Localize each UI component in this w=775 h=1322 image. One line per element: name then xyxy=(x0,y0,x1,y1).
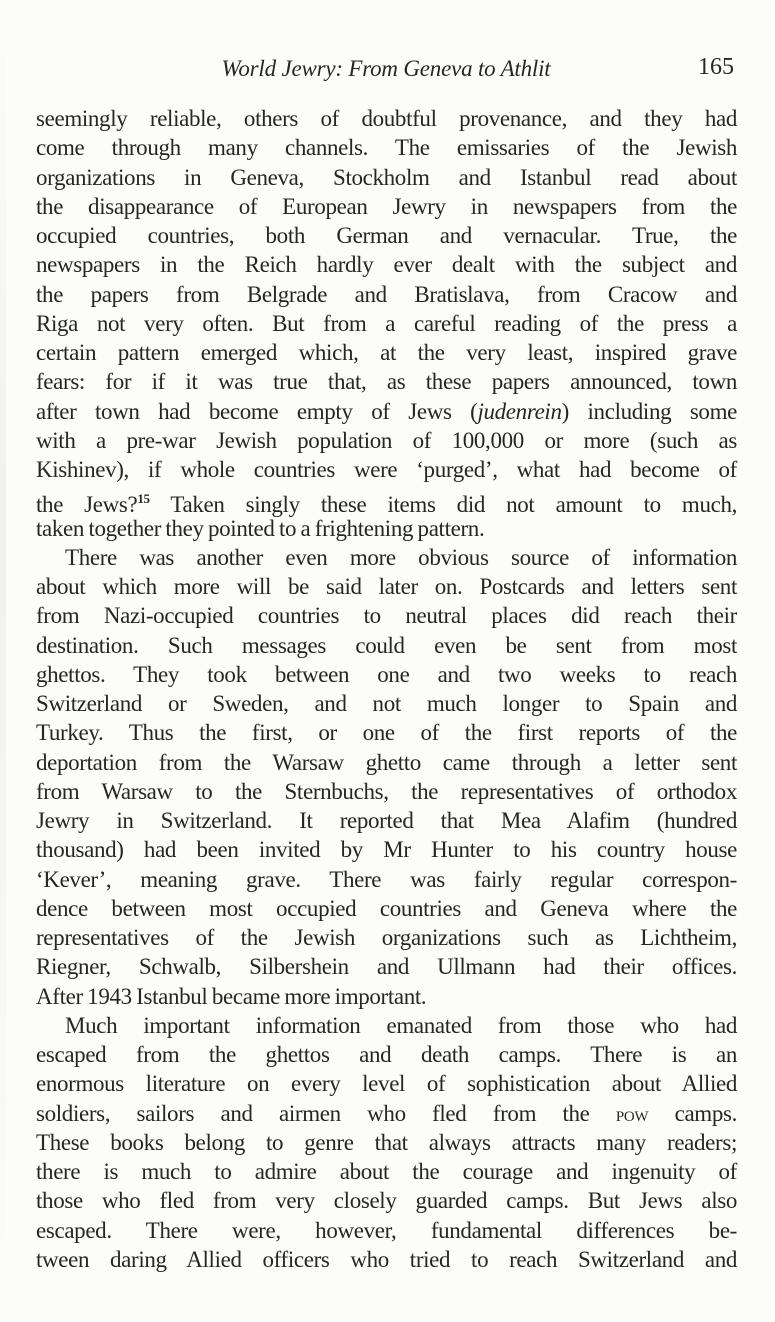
text-line xyxy=(36,923,737,952)
text-run: deportation from the Warsaw ghetto came through a letter sent xyxy=(36,749,737,775)
text-line xyxy=(36,133,737,162)
text-line xyxy=(36,777,737,806)
text-line xyxy=(36,163,737,192)
body-text xyxy=(36,104,737,1274)
text-run: the disappearance of European Jewry in newspapers from the xyxy=(36,193,737,219)
text-line xyxy=(36,1128,737,1157)
text-run: those who fled from very closely guarded camps. But Jews also xyxy=(36,1188,737,1214)
text-line xyxy=(36,280,737,309)
text-line xyxy=(36,601,737,630)
text-run: enormous literature on every level of sophistication about Allied xyxy=(36,1071,737,1097)
text-run: ‘Kever’, meaning grave. There was fairly regular correspon- xyxy=(36,866,737,892)
page-number: 165 xyxy=(698,54,734,80)
text-line xyxy=(36,660,737,689)
text-line xyxy=(36,192,737,221)
text-line xyxy=(36,572,737,601)
text-run: about which more will be said later on. Postcards and letters sent xyxy=(36,574,737,599)
text-run: come through many channels. The emissaries of the Jewish xyxy=(36,135,737,161)
text-line xyxy=(36,338,737,367)
text-run: There was another even more obvious source of information xyxy=(65,544,737,570)
small-caps-text: pow xyxy=(615,1101,649,1126)
text-run: seemingly reliable, others of doubtful provenance, and they had xyxy=(36,106,737,131)
text-run: destination. Such messages could even be sent from most xyxy=(36,632,737,658)
text-line xyxy=(36,1040,737,1069)
text-run: These books belong to genre that always attracts many readers; xyxy=(36,1129,737,1155)
text-run: Riegner, Schwalb, Silbershein and Ullmann had their offices. xyxy=(36,954,737,980)
text-line xyxy=(36,250,737,279)
text-line xyxy=(36,484,737,518)
text-run: newspapers in the Reich hardly ever dealt with the subject and xyxy=(36,252,737,278)
text-line xyxy=(36,1245,737,1274)
text-line xyxy=(36,1216,737,1245)
text-run: certain pattern emerged which, at the very least, inspired grave xyxy=(36,340,737,365)
text-line xyxy=(36,1186,737,1215)
text-run: Kishinev), if whole countries were ‘purged’, what had become of xyxy=(36,457,737,482)
text-line xyxy=(36,748,737,777)
text-run: occupied countries, both German and vernacular. True, the xyxy=(36,223,737,248)
text-run: soldiers, sailors and airmen who fled from the xyxy=(36,1100,616,1126)
text-run: Turkey. Thus the first, or one of the first reports of the xyxy=(36,720,737,746)
text-run: Switzerland or Sweden, and not much longer to Spain and xyxy=(36,691,737,716)
text-run: taken together they pointed to a frightening pattern. xyxy=(36,515,485,541)
text-line xyxy=(36,104,737,133)
text-run: the Jews? xyxy=(36,492,138,518)
text-run: Riga not very often. But from a careful reading of the press a xyxy=(36,310,737,336)
paragraph xyxy=(36,1011,737,1274)
text-run: the papers from Belgrade and Bratislava, from Cracow and xyxy=(36,281,737,307)
text-line xyxy=(36,835,737,864)
text-run: Jewry in Switzerland. It reported that Mea Alafim (hundred xyxy=(36,808,737,833)
text-run: Taken singly these items did not amount to much, xyxy=(149,492,737,518)
text-line xyxy=(36,221,737,250)
text-run: with a pre-war Jewish population of 100,000 or more (such as xyxy=(36,427,737,453)
text-run: Much important information emanated from those who had xyxy=(65,1012,737,1038)
text-run: after town had become empty of Jews ( xyxy=(36,398,478,424)
running-head xyxy=(36,52,736,86)
text-run: escaped. There were, however, fundamental differences be- xyxy=(36,1217,737,1243)
text-run: organizations in Geneva, Stockholm and Istanbul read about xyxy=(36,164,737,190)
text-run: ) including some xyxy=(561,398,737,424)
text-line xyxy=(36,689,737,718)
text-run: escaped from the ghettos and death camps. There is an xyxy=(36,1042,737,1067)
text-line xyxy=(36,543,737,572)
paragraph xyxy=(36,104,737,543)
text-line xyxy=(36,1069,737,1098)
text-line xyxy=(36,1011,737,1040)
text-run: After 1943 Istanbul became more important. xyxy=(36,983,427,1009)
text-line xyxy=(36,894,737,923)
text-run: from Warsaw to the Sternbuchs, the representatives of orthodox xyxy=(36,778,737,804)
text-run: there is much to admire about the courage and ingenuity of xyxy=(36,1159,737,1184)
text-line xyxy=(36,952,737,981)
text-line xyxy=(36,631,737,660)
text-run: dence between most occupied countries and Geneva where the xyxy=(36,895,737,921)
text-run: thousand) had been invited by Mr Hunter to his country house xyxy=(36,837,737,863)
text-run: camps. xyxy=(648,1100,737,1126)
text-line xyxy=(36,455,737,484)
text-line xyxy=(36,309,737,338)
text-run: ghettos. They took between one and two weeks to reach xyxy=(36,661,737,687)
scan-edge-shadow xyxy=(0,0,6,1322)
text-line xyxy=(36,397,737,426)
text-line xyxy=(36,865,737,894)
italic-text: judenrein xyxy=(477,398,562,424)
text-line xyxy=(36,1099,737,1128)
text-run: tween daring Allied officers who tried to reach Switzerland and xyxy=(36,1246,737,1272)
text-line xyxy=(36,1157,737,1186)
paragraph xyxy=(36,543,737,1011)
text-line xyxy=(36,426,737,455)
text-run: representatives of the Jewish organizations such as Lichtheim, xyxy=(36,925,737,950)
chapter-title: World Jewry: From Geneva to Athlit xyxy=(221,56,551,81)
text-line xyxy=(36,806,737,835)
text-line xyxy=(36,367,737,396)
text-run: fears: for if it was true that, as these papers announced, town xyxy=(36,369,737,395)
text-run: from Nazi-occupied countries to neutral places did reach their xyxy=(36,603,737,629)
text-line xyxy=(36,982,737,1011)
text-line xyxy=(36,514,737,543)
text-line xyxy=(36,718,737,747)
footnote-marker: 15 xyxy=(137,491,150,507)
